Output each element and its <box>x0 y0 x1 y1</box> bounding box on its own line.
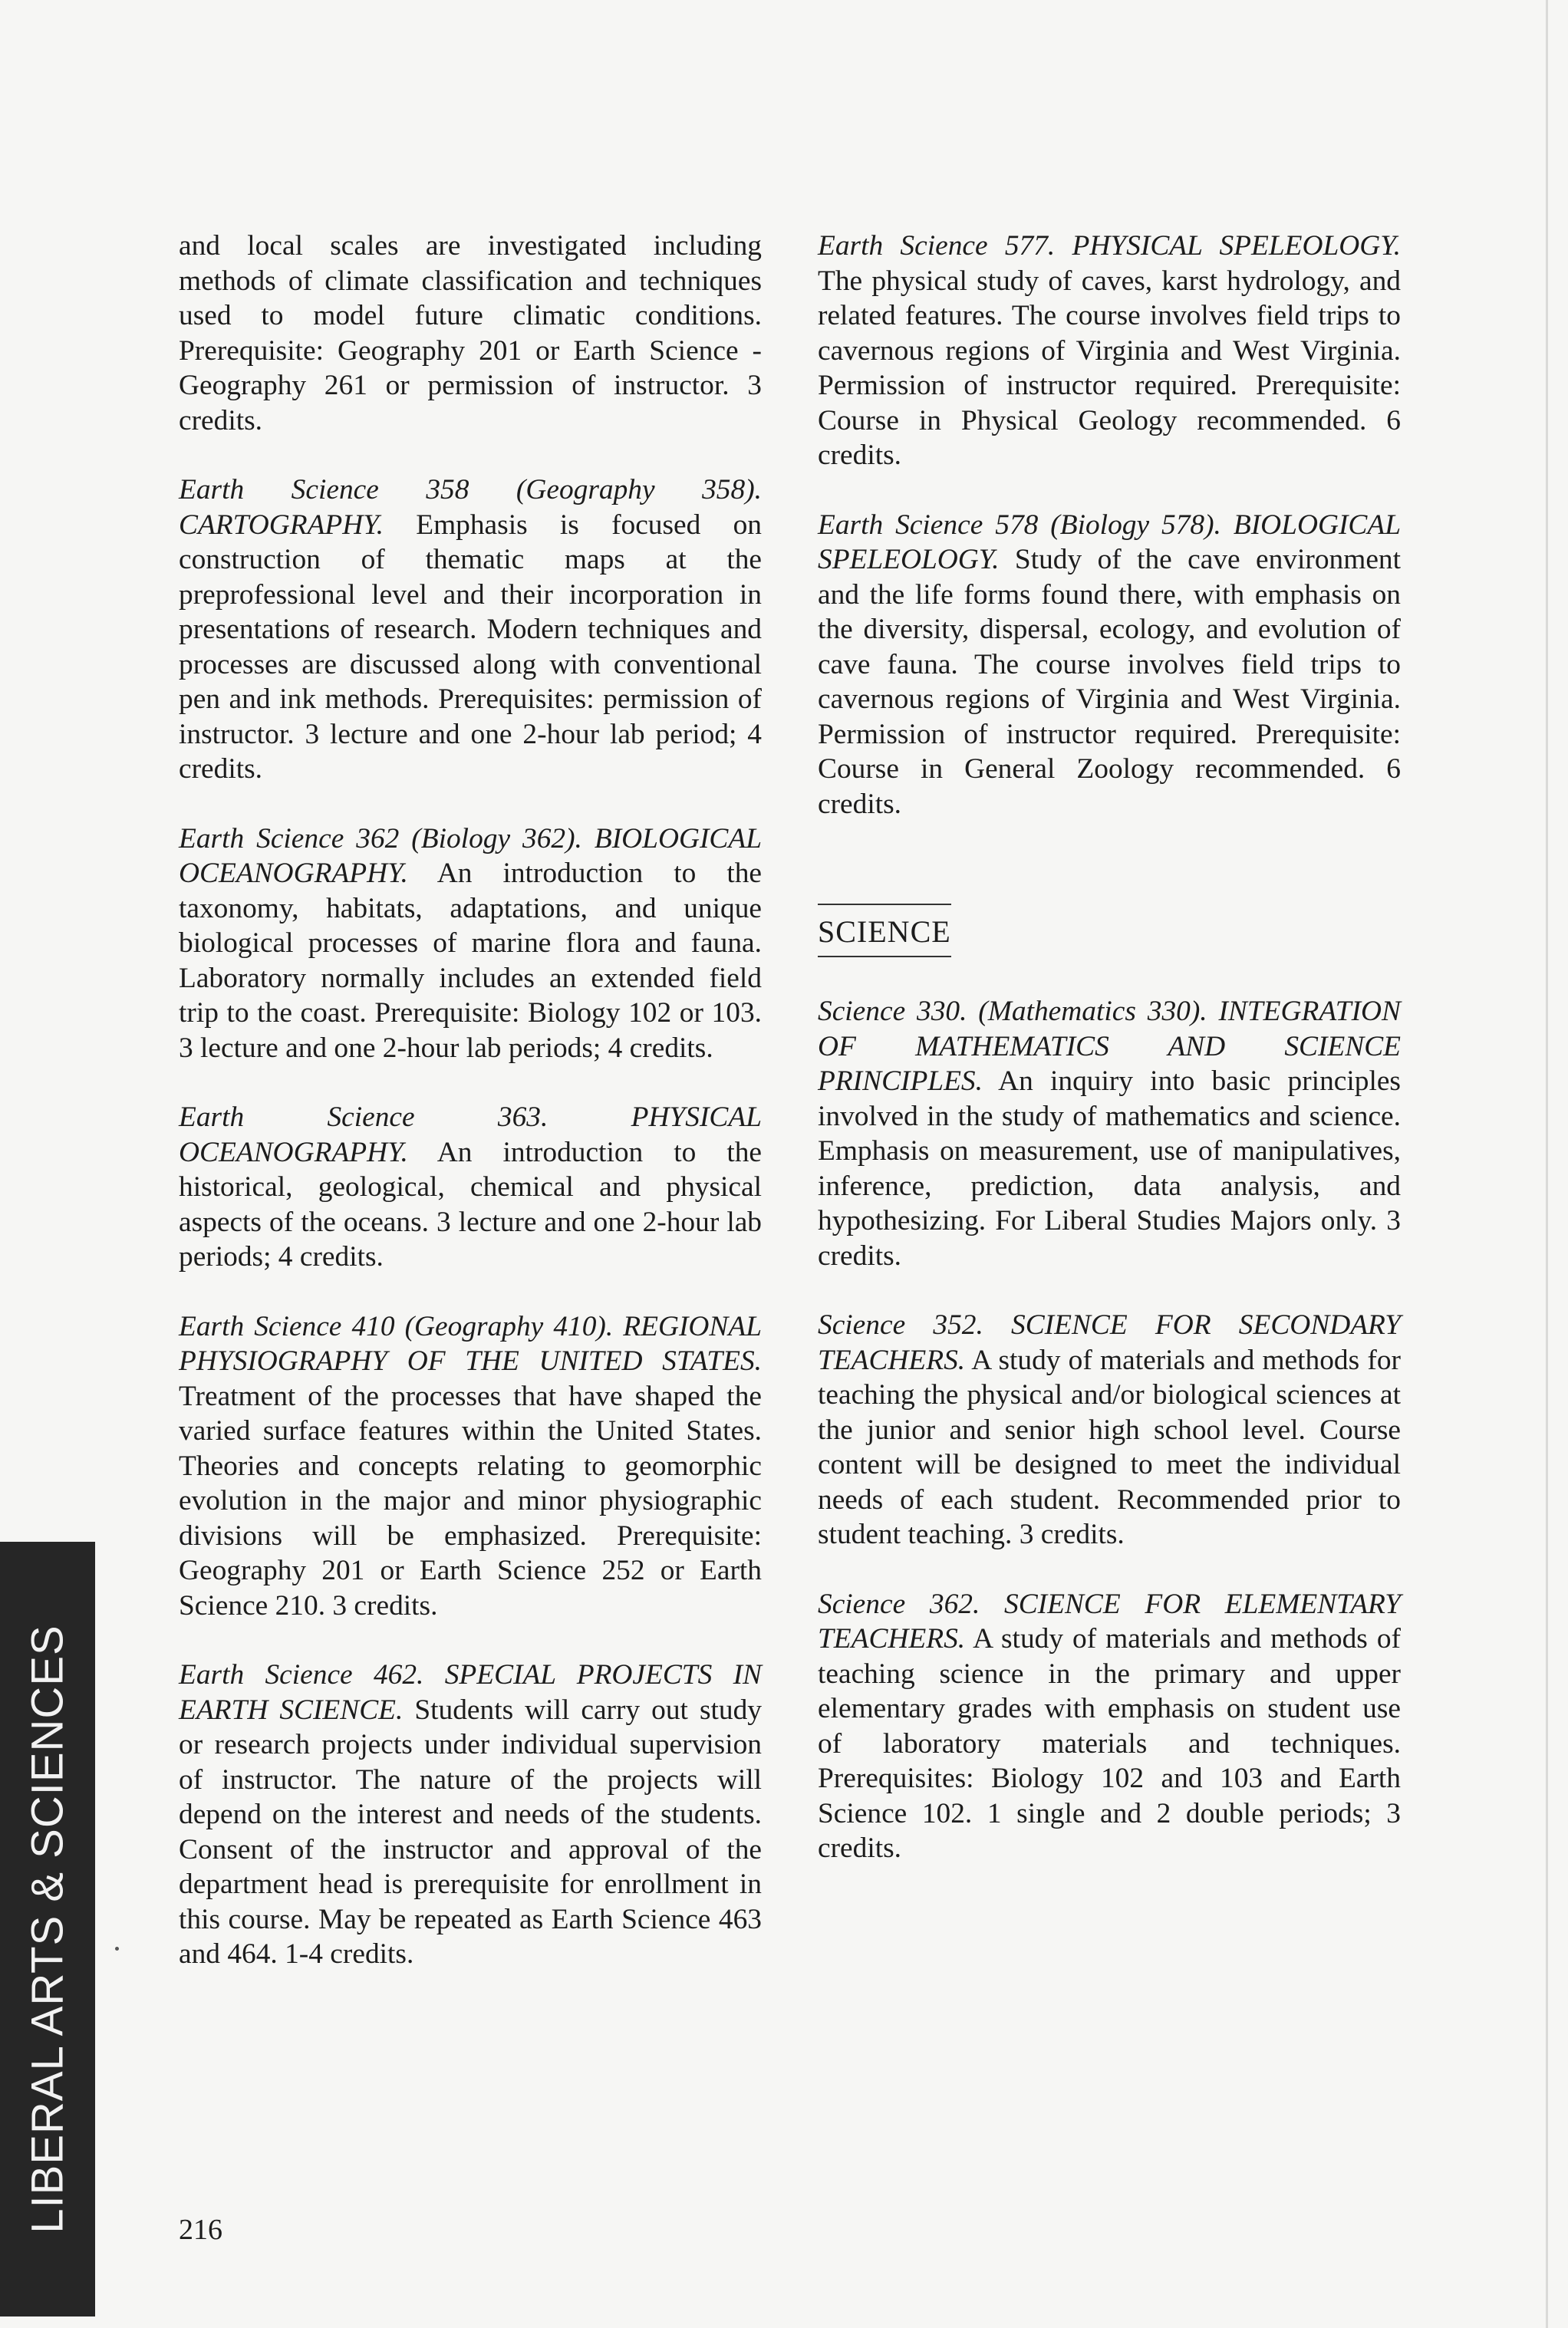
course-description: and local scales are investigated including methods of climate classification and techniques used to model future climatic conditions. Prerequisite: Geography 201 or Earth Science - Geography 261 or permission of instructor. 3 credits. <box>179 230 762 436</box>
course-description: An inquiry into basic principles involved in the study of mathematics and science. Emphasis on measurement, use of manipulatives, inference, prediction, data analysis, and hypothesizing. For Liberal Studies Majors only. 3 credits. <box>818 1065 1401 1272</box>
course-title: Earth Science 358 (Geography 358). CARTOGRAPHY. <box>179 474 762 541</box>
page-edge-shadow <box>1546 0 1548 2328</box>
course-entry-continued <box>179 229 762 438</box>
course-entry <box>179 1309 762 1624</box>
margin-dot <box>115 1947 119 1951</box>
side-tab-label: LIBERAL ARTS & SCIENCES <box>22 1625 73 2234</box>
course-entry <box>179 1658 762 1972</box>
course-title: Science 362. SCIENCE FOR ELEMENTARY TEACHERS. <box>818 1588 1401 1655</box>
course-entry <box>818 229 1401 473</box>
course-description: A study of materials and methods for teaching the physical and/or biological sciences at the junior and senior high school level. Course content will be designed to meet the individual needs of each student. Recommended prior to student teaching. 3 credits. <box>818 1344 1401 1550</box>
course-description: Treatment of the processes that have shaped the varied surface features within the United States. Theories and concepts relating to geomorphic evolution in the major and minor physiographic divisions will be emphasized. Prerequisite: Geography 201 or Earth Science 252 or Earth Science 210. 3 credits. <box>179 1380 762 1622</box>
course-entry <box>818 1587 1401 1866</box>
course-description: Study of the cave environment and the life forms found there, with emphasis on the diversity, dispersal, ecology, and evolution of cave fauna. The course involves field trips to cavernous regions of Virginia and West Virginia. Permission of instructor required. Prerequisite: Course in General Zoology recommended. 6 credits. <box>818 544 1401 820</box>
course-description: An introduction to the historical, geological, chemical and physical aspects of the oceans. 3 lecture and one 2-hour lab periods; 4 credits. <box>179 1136 762 1273</box>
left-column <box>179 229 762 2007</box>
course-title: Science 330. (Mathematics 330). INTEGRATION OF MATHEMATICS AND SCIENCE PRINCIPLES. <box>818 996 1401 1097</box>
course-title: Science 352. SCIENCE FOR SECONDARY TEACHERS. <box>818 1309 1401 1376</box>
course-entry <box>179 473 762 787</box>
section-heading: SCIENCE <box>818 904 951 957</box>
course-description: A study of materials and methods of teaching science in the primary and upper elementary grades with emphasis on student use of laboratory materials and techniques. Prerequisites: Biology 102 and 103 and Earth Science 102. 1 single and 2 double periods; 3 credits. <box>818 1623 1401 1864</box>
course-entry <box>818 1308 1401 1553</box>
page-number: 216 <box>179 2214 222 2246</box>
course-description: Emphasis is focused on construction of thematic maps at the preprofessional level and their incorporation in presentations of research. Modern techniques and processes are discussed along with conventional pen and ink methods. Prerequisites: permission of instructor. 3 lecture and one 2-hour lab period; 4 credits. <box>179 509 762 785</box>
course-entry <box>179 1100 762 1275</box>
course-description: The physical study of caves, karst hydrology, and related features. The course involves field trips to cavernous regions of Virginia and West Virginia. Permission of instructor required. Prerequisite: Course in Physical Geology recommended. 6 credits. <box>818 265 1401 471</box>
course-title: Earth Science 577. PHYSICAL SPELEOLOGY. <box>818 230 1401 262</box>
right-column <box>818 229 1401 1901</box>
course-description: An introduction to the taxonomy, habitats, adaptations, and unique biological processes of marine flora and fauna. Laboratory normally includes an extended field trip to the coast. Prerequisite: Biology 102 or 103. 3 lecture and one 2-hour lab periods; 4 credits. <box>179 858 762 1064</box>
course-entry <box>818 508 1401 822</box>
course-entry <box>179 822 762 1066</box>
course-title: Earth Science 410 (Geography 410). REGIONAL PHYSIOGRAPHY OF THE UNITED STATES. <box>179 1310 762 1377</box>
course-title: Earth Science 462. SPECIAL PROJECTS IN EARTH SCIENCE. <box>179 1659 762 1726</box>
course-title: Earth Science 363. PHYSICAL OCEANOGRAPHY. <box>179 1101 762 1168</box>
course-title: Earth Science 578 (Biology 578). BIOLOGICAL SPELEOLOGY. <box>818 509 1401 575</box>
course-title: Earth Science 362 (Biology 362). BIOLOGICAL OCEANOGRAPHY. <box>179 822 762 889</box>
course-description: Students will carry out study or research projects under individual supervision of instructor. The nature of the projects will depend on the interest and needs of the students. Consent of the instructor and approval of the department head is prerequisite for enrollment in this course. May be repeated as Earth Science 463 and 464. 1-4 credits. <box>179 1694 762 1970</box>
course-entry <box>818 994 1401 1273</box>
